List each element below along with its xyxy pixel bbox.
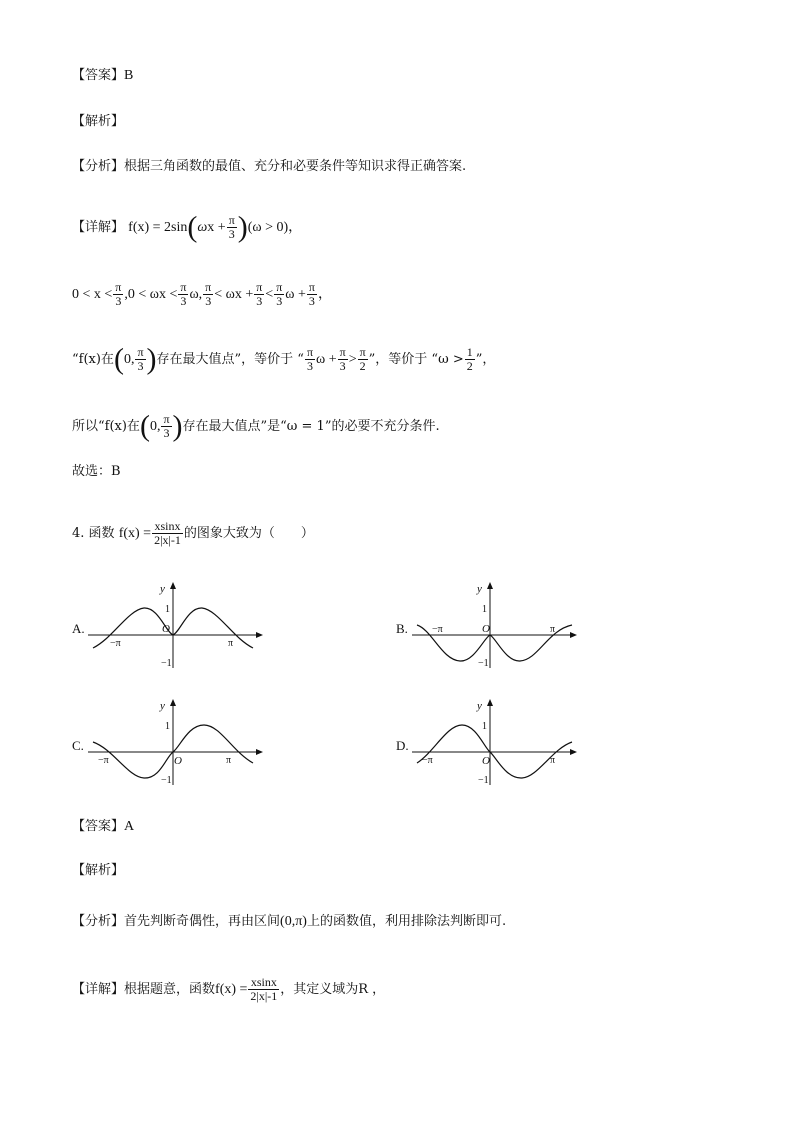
option-b-label[interactable]: B.	[396, 621, 408, 636]
fenxi-tag: 【分析】	[72, 159, 125, 174]
origin-label: O	[162, 623, 170, 635]
q3-detail-line-1: 【详解】 f(x) = 2sin(ωx + $\frac{\pi}{3}$ )(ω > 0)，	[72, 210, 303, 244]
q4-analysis-tag: 【解析】	[72, 863, 125, 878]
q3-detail-line-4: 所以“f(x)在(0, $\frac{\pi}{3}$ )存在最大值点”是“ω = 1”的必要不充分条件.	[72, 409, 440, 443]
tick-neg-pi: −π	[432, 624, 443, 635]
origin-label: O	[174, 755, 182, 767]
tick-one: 1	[482, 721, 487, 732]
option-d-graph[interactable]	[412, 697, 592, 787]
option-c-label[interactable]: C.	[72, 738, 84, 753]
option-c-graph[interactable]	[88, 697, 268, 787]
omega-cond: (ω > 0)，	[247, 220, 303, 235]
tick-neg-pi: −π	[98, 755, 109, 766]
y-axis-arrow-icon	[170, 582, 176, 589]
tick-neg-one: −1	[478, 658, 489, 669]
q3-analysis-tag: 【解析】	[72, 114, 125, 129]
q4-detail-line-1: 【详解】根据题意，函数f(x) = $\frac{xsinx}{2|x|-1}$ ，其定义域为R ，	[72, 975, 386, 1003]
tick-neg-one: −1	[161, 658, 172, 669]
tick-one: 1	[482, 604, 487, 615]
y-label: y	[160, 700, 165, 712]
tick-neg-pi: −π	[422, 755, 433, 766]
xiangjie-tag: 【详解】	[72, 220, 125, 235]
x-axis-arrow-icon	[256, 632, 263, 638]
tick-one: 1	[165, 721, 170, 732]
option-d-label[interactable]: D.	[396, 738, 409, 753]
answer-value: A	[124, 819, 135, 834]
answer-tag: 【答案】	[72, 819, 125, 834]
y-axis-arrow-icon	[170, 699, 176, 706]
tick-pi: π	[226, 755, 232, 766]
tick-neg-pi: −π	[110, 638, 121, 649]
y-label: y	[477, 700, 482, 712]
q3-fenxi-line	[72, 157, 466, 177]
q4-answer-line	[72, 817, 134, 837]
tick-pi: π	[550, 624, 556, 635]
answer-tag: 【答案】	[72, 68, 125, 83]
origin-label: O	[482, 623, 490, 635]
q4-fraction: $\frac{xsinx}{2|x|-1}$	[154, 519, 181, 547]
x-axis-arrow-icon	[256, 749, 263, 755]
origin-label: O	[482, 755, 490, 767]
option-a-label[interactable]: A.	[72, 621, 85, 636]
x-axis-arrow-icon	[570, 749, 577, 755]
tick-pi: π	[228, 638, 234, 649]
fenxi-text: 根据三角函数的最值、充分和必要条件等知识求得正确答案.	[124, 159, 467, 174]
y-axis-arrow-icon	[487, 699, 493, 706]
y-label: y	[160, 583, 165, 595]
option-b-graph[interactable]	[412, 580, 592, 670]
q4-stem: 4. 函数 f(x) = $\frac{xsinx}{2|x|-1}$ 的图象大致为（ ）	[72, 519, 314, 547]
tick-pi: π	[550, 755, 556, 766]
answer-value: B	[124, 68, 134, 83]
y-label: y	[477, 583, 482, 595]
q3-answer-line	[72, 66, 133, 86]
option-a-graph[interactable]	[88, 580, 268, 670]
q4-fenxi-line: 【分析】首先判断奇偶性，再由区间(0,π)上的函数值，利用排除法判断即可.	[72, 914, 507, 929]
q3-detail-line-2: 0 < x < $\frac{\pi}{3}$ ,0 < ωx < $\frac{\pi}{3}$ ω, $\frac{\pi}{3}$ < ωx + $\frac{\pi}{3}$ < $\frac{\pi}{3}$ ω + $\frac{\pi}{3}$ ，	[72, 280, 332, 308]
f-def: f(x) = 2sin	[128, 220, 188, 235]
q3-detail-line-3: “f(x)在(0, $\frac{\pi}{3}$ )存在最大值点”，等价于 “ $\frac{\pi}{3}$ ω + $\frac{\pi}{3}$ > $\frac{\pi}{2}$ ”，等价于 “ω > $\frac{1}{2}$ ”，	[72, 342, 496, 376]
pi-over-3: $\frac{\pi}{3}$	[228, 213, 235, 241]
tick-one: 1	[165, 604, 170, 615]
x-axis-arrow-icon	[570, 632, 577, 638]
tick-neg-one: −1	[161, 775, 172, 786]
tick-neg-one: −1	[478, 775, 489, 786]
q3-choose: 故选：B	[72, 464, 121, 479]
interval: (0,π)	[280, 914, 307, 929]
y-axis-arrow-icon	[487, 582, 493, 589]
